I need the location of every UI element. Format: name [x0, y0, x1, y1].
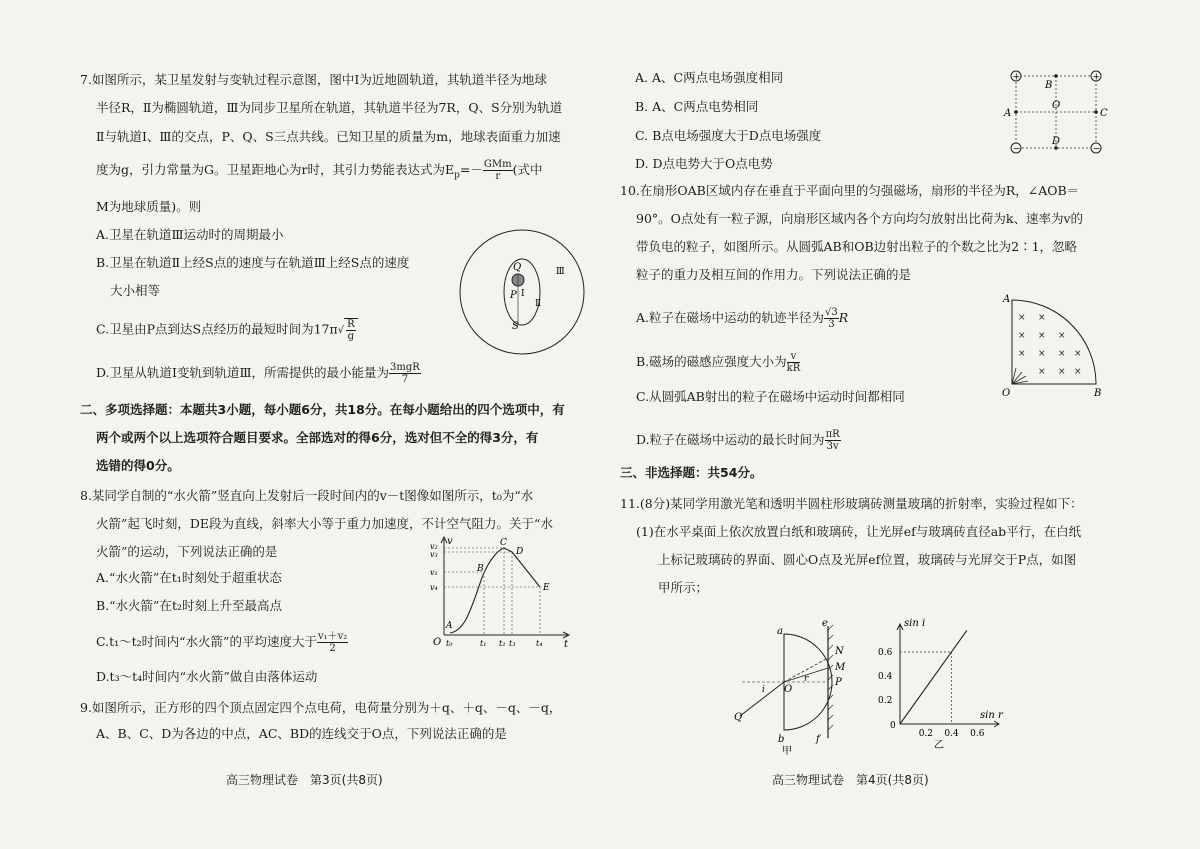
- q7-label-i: Ⅰ: [521, 289, 525, 299]
- q9-label-c: C: [1100, 108, 1108, 119]
- q7-label-p: P: [510, 290, 517, 301]
- q11-figure-yi-chart: [870, 612, 1003, 757]
- svg-text:×: ×: [1058, 349, 1066, 359]
- q8-c-num: v₁＋v₂: [317, 631, 348, 642]
- q7-orbit-figure: [460, 226, 592, 358]
- svg-text:×: ×: [1038, 331, 1046, 341]
- q8-line2: 火箭”起飞时刻，DE段为直线，斜率大小等于重力加速度，不计空气阻力。关于“水: [96, 516, 553, 531]
- q10-option-d: [636, 429, 841, 452]
- svg-text:×: ×: [1038, 349, 1046, 359]
- fig-jia-label-m: M: [835, 662, 846, 673]
- q7-option-d-text: D.卫星从轨道Ⅰ变轨到轨道Ⅲ，所需提供的最小能量为: [96, 365, 390, 380]
- q7-frac-num: GMm: [483, 159, 512, 170]
- q8-vt-figure: [428, 535, 576, 653]
- svg-text:×: ×: [1018, 331, 1026, 341]
- q7-line4-tail: (式中: [512, 162, 543, 177]
- q7-label-q: Q: [513, 262, 522, 273]
- q7-c-fraction: [346, 319, 356, 342]
- q11-line3: 上标记玻璃砖的界面、圆心O点及光屏ef位置，玻璃砖与光屏交于P点，如图: [658, 552, 1077, 567]
- svg-text:×: ×: [1038, 313, 1046, 323]
- q7-label-ii: Ⅱ: [535, 299, 542, 309]
- y-axis-label: sin i: [904, 618, 926, 629]
- x-tick-label-3: 0.6: [970, 729, 985, 739]
- q8-option-c: [96, 631, 348, 654]
- q8-option-b: B.“水火箭”在t₂时刻上升至最高点: [96, 598, 282, 613]
- q7-line2: 半径R，Ⅱ为椭圆轨道，Ⅲ为同步卫星所在轨道，其轨道半径为7R，Q、S分别为轨道: [96, 100, 563, 115]
- q10-d-fraction: [825, 429, 841, 452]
- q7-option-b-2: 大小相等: [110, 283, 161, 298]
- q7-d-den: 7: [401, 374, 409, 385]
- q10-a-den: 3: [828, 319, 835, 330]
- q7-line4-eq: =－: [459, 162, 483, 177]
- q8-tick-v3: v₃: [430, 550, 438, 559]
- q10-option-a-tail: R: [838, 310, 849, 325]
- q7-ep-sub: p: [454, 170, 460, 181]
- q8-point-d: D: [516, 547, 524, 557]
- q7-line5: M为地球质量)。则: [96, 199, 202, 214]
- right-footer: 高三物理试卷 第4页(共8页): [772, 773, 929, 787]
- q9-label-d: D: [1052, 136, 1061, 147]
- q9-line1: 9.如图所示，正方形的四个顶点固定四个点电荷，电荷量分别为＋q、＋q、－q、－q，: [80, 700, 562, 715]
- q7-line4: [96, 159, 542, 184]
- q8-tick-v4: v₄: [430, 583, 438, 592]
- q7-frac-den: r: [495, 171, 501, 182]
- q7-label-iii: Ⅲ: [556, 267, 565, 277]
- q7-line3: Ⅱ与轨道Ⅰ、Ⅲ的交点，P、Q、S三点共线。已知卫星的质量为m，地球表面重力加速: [96, 129, 561, 144]
- q8-curve: [450, 548, 540, 633]
- q9-point-a-dot: [1014, 110, 1018, 114]
- section2-line3: 选错的得0分。: [96, 458, 180, 473]
- fig-jia-label-q: Q: [734, 712, 743, 723]
- q11-figure-jia: [732, 620, 872, 755]
- q10-label-b: B: [1094, 388, 1102, 399]
- data-line: [900, 630, 967, 724]
- q8-tick-t4: t₄: [536, 639, 543, 648]
- svg-text:×: ×: [1058, 331, 1066, 341]
- fig-jia-label-n: N: [835, 646, 844, 657]
- q8-axis-t: t: [564, 639, 569, 650]
- q10-option-b-text: B.磁场的磁感应强度大小为: [636, 354, 787, 369]
- q7-line1: 7.如图所示，某卫星发射与变轨过程示意图，图中Ⅰ为近地圆轨道，其轨道半径为地球: [80, 72, 547, 87]
- q7-option-a: A.卫星在轨道Ⅲ运动时的周期最小: [96, 227, 284, 242]
- svg-text:×: ×: [1074, 367, 1082, 377]
- svg-text:×: ×: [1074, 349, 1082, 359]
- q10-field-crosses: [1018, 313, 1082, 377]
- q9-charge-minus-1: −: [1013, 144, 1021, 155]
- fig-jia-label-i: i: [762, 685, 765, 695]
- q8-point-e: E: [543, 583, 550, 593]
- q7-option-b-1: B.卫星在轨道Ⅱ上经S点的速度与在轨道Ⅲ上经S点的速度: [96, 255, 410, 270]
- q8-guides: [444, 548, 540, 635]
- q8-c-fraction: [317, 631, 348, 654]
- q7-c-num: R: [347, 319, 355, 330]
- left-footer: 高三物理试卷 第3页(共8页): [226, 773, 383, 787]
- x-tick-label-2: 0.4: [944, 729, 959, 739]
- q8-option-a: A.“水火箭”在t₁时刻处于超重状态: [96, 570, 282, 585]
- q10-a-num: √3: [825, 307, 838, 318]
- section3-heading: 三、非选择题：共54分。: [620, 465, 763, 480]
- q9-label-b: B: [1045, 80, 1053, 91]
- y-tick-label-3: 0.6: [878, 648, 893, 658]
- q8-point-c: C: [500, 538, 507, 548]
- fig-jia-label-f: f: [816, 734, 820, 745]
- q7-option-d: [96, 362, 421, 385]
- fig-jia-label-p: P: [835, 677, 842, 688]
- q8-line3: 火箭”的运动，下列说法正确的是: [96, 544, 278, 559]
- fig-jia-label-o: O: [784, 684, 793, 695]
- q8-option-c-text: C.t₁～t₂时间内“水火箭”的平均速度大于: [96, 634, 317, 649]
- y-tick-label-2: 0.4: [878, 672, 893, 682]
- q8-c-den: 2: [329, 643, 336, 654]
- q7-c-den: g: [347, 331, 355, 342]
- q8-option-d: D.t₃～t₄时间内“水火箭”做自由落体运动: [96, 669, 318, 684]
- x-axis-label: sin r: [980, 710, 1003, 721]
- q10-label-o: O: [1002, 388, 1011, 399]
- q9-option-b: B. A、C两点电势相同: [635, 99, 759, 114]
- q9-label-a: A: [1004, 108, 1012, 119]
- q10-line2: 90°。O点处有一粒子源，向扇形区域内各个方向均匀放射出比荷为k、速率为v的: [636, 211, 1084, 226]
- svg-text:×: ×: [1038, 367, 1046, 377]
- q8-axis-v: v: [447, 536, 453, 547]
- q9-charge-minus-2: −: [1093, 144, 1101, 155]
- fig-jia-label-r: r: [804, 674, 809, 684]
- q7-option-c-text: C.卫星由P点到达S点经历的最短时间为17π: [96, 321, 338, 337]
- svg-text:×: ×: [1018, 313, 1026, 323]
- q10-option-a: [636, 307, 848, 330]
- q10-option-b: [636, 351, 800, 374]
- q10-b-fraction: [787, 351, 801, 374]
- q10-label-a: A: [1003, 294, 1011, 305]
- q8-origin: O: [433, 637, 442, 648]
- q9-line2: A、B、C、D为各边的中点，AC、BD的连线交于O点，下列说法正确的是: [96, 726, 507, 741]
- q10-line4: 粒子的重力及相互间的作用力。下列说法正确的是: [636, 267, 912, 282]
- q8-tick-v2: v₂: [430, 542, 438, 551]
- x-tick-label-1: 0.2: [918, 729, 934, 739]
- q10-line1: 10.在扇形OAB区域内存在垂直于平面向里的匀强磁场，扇形的半径为R，∠AOB＝: [620, 183, 1080, 198]
- q9-charge-figure: [1004, 66, 1114, 156]
- q10-option-d-text: D.粒子在磁场中运动的最长时间为: [636, 432, 825, 447]
- fig-jia-label-b: b: [778, 734, 785, 745]
- q7-sqrt: √ $\frac{R}{g}$: [338, 318, 358, 342]
- q9-charge-plus-1: +: [1012, 72, 1021, 83]
- q8-point-b: B: [477, 564, 484, 574]
- section2-line2: 两个或两个以上选项符合题目要求。全部选对的得6分，选对但不全的得3分，有: [96, 430, 539, 445]
- q9-option-c: C. B点电场强度大于D点电场强度: [635, 128, 822, 143]
- svg-text:×: ×: [1018, 349, 1026, 359]
- fig-jia-label-e: e: [822, 618, 828, 629]
- q10-b-den: kR: [786, 363, 801, 374]
- q10-a-fraction: [824, 307, 839, 330]
- q9-point-b-dot: [1054, 74, 1058, 78]
- q9-option-a: A. A、C两点电场强度相同: [635, 70, 784, 85]
- q8-tick-t2: t₂: [499, 639, 506, 648]
- q8-line1: 8.某同学自制的“水火箭”竖直向上发射后一段时间内的v－t图像如图所示，t₀为“水: [80, 488, 534, 503]
- q10-d-num: πR: [825, 429, 840, 440]
- q8-tick-t0: t₀: [446, 639, 453, 648]
- q9-option-d: D. D点电势大于O点电势: [635, 156, 773, 171]
- q8-tick-t3: t₃: [509, 639, 516, 648]
- q10-sector-figure: [1000, 292, 1120, 402]
- origin-label: 0: [890, 721, 896, 731]
- q11-line4: 甲所示；: [658, 580, 709, 595]
- q10-source-arrows: [1012, 368, 1028, 384]
- q7-label-s: S: [512, 321, 519, 332]
- q7-d-fraction: [389, 362, 421, 385]
- q8-point-a: A: [446, 621, 453, 631]
- y-tick-label-1: 0.2: [878, 696, 893, 706]
- q9-label-o: O: [1052, 100, 1061, 111]
- q7-option-c: [96, 318, 358, 342]
- fig-jia-caption: 甲: [782, 746, 792, 757]
- q9-charge-plus-2: +: [1092, 72, 1101, 83]
- q7-line4-text: 度为g，引力常量为G。卫星距地心为r时，其引力势能表达式为E: [96, 162, 455, 177]
- section2-line1: 二、多项选择题：本题共3小题，每小题6分，共18分。在每小题给出的四个选项中，有: [80, 402, 565, 417]
- fig-yi-caption: 乙: [934, 740, 944, 751]
- fig-jia-label-a: a: [777, 626, 783, 637]
- svg-text:×: ×: [1058, 367, 1066, 377]
- q10-option-a-text: A.粒子在磁场中运动的轨迹半径为: [636, 310, 825, 325]
- q11-line1: 11.(8分)某同学用激光笔和透明半圆柱形玻璃砖测量玻璃的折射率，实验过程如下：: [620, 496, 1083, 511]
- q7-d-num: 3mgR: [390, 362, 420, 373]
- q10-d-den: 3v: [826, 441, 839, 452]
- q10-option-c: C.从圆弧AB射出的粒子在磁场中运动时间都相同: [636, 389, 905, 404]
- q7-potential-fraction: [483, 159, 513, 182]
- q9-point-c-dot: [1094, 110, 1098, 114]
- q10-b-num: v: [787, 351, 801, 363]
- q10-line3: 带负电的粒子，如图所示。从圆弧AB和OB边射出粒子的个数之比为2∶1，忽略: [636, 239, 1078, 254]
- q8-tick-v1: v₁: [430, 568, 438, 577]
- q8-tick-t1: t₁: [480, 639, 487, 648]
- right-page: [600, 0, 1200, 849]
- q11-line2: (1)在水平桌面上依次放置白纸和玻璃砖，让光屏ef与玻璃砖直径ab平行，在白纸: [636, 524, 1082, 539]
